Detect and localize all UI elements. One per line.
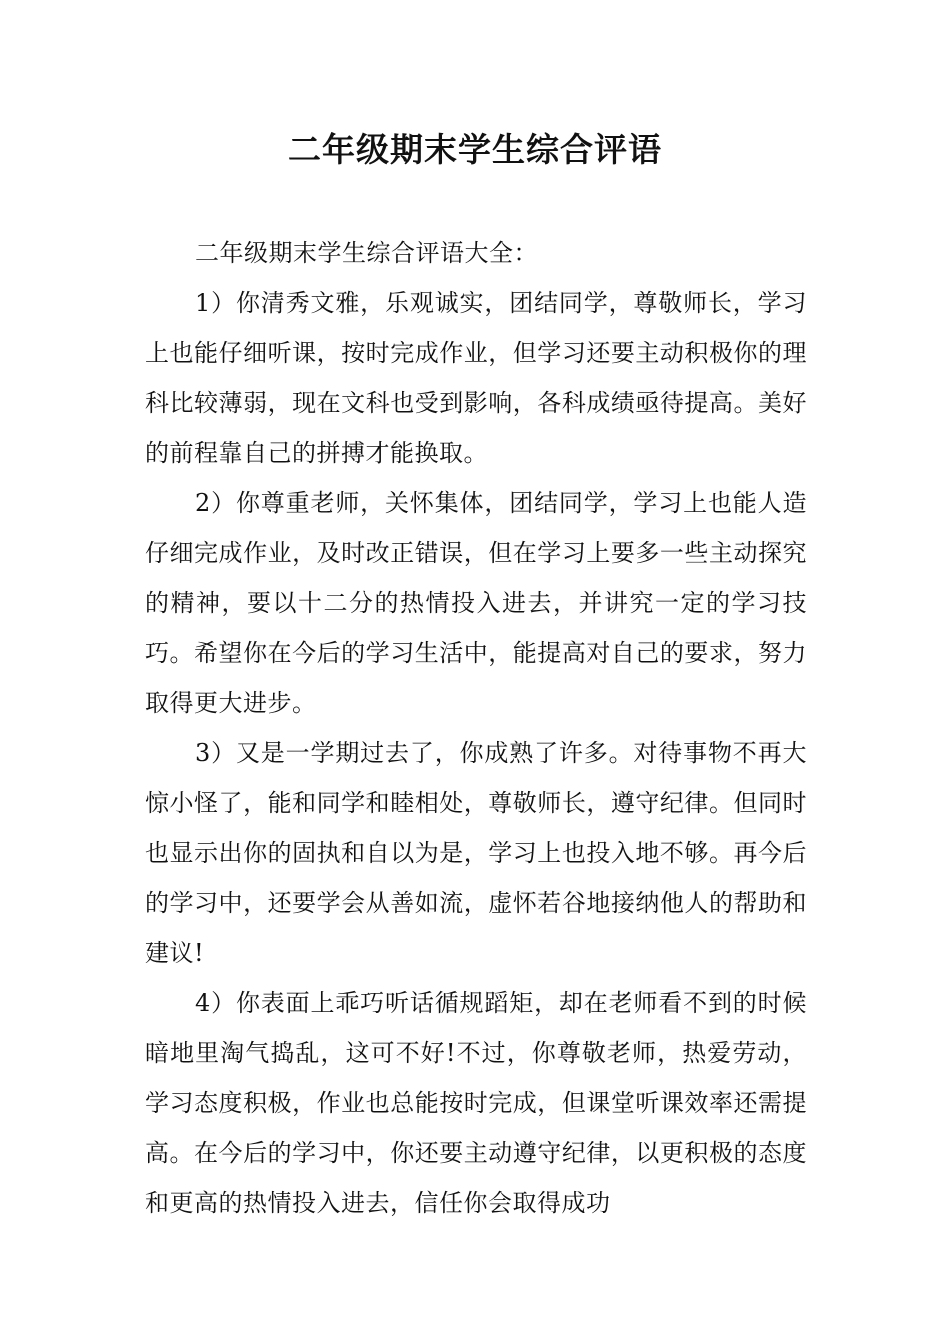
document-title: 二年级期末学生综合评语 <box>288 130 662 169</box>
comment-paragraph-4: 4）你表面上乖巧听话循规蹈矩，却在老师看不到的时候暗地里淘气捣乱，这可不好!不过，你尊敬老师，热爱劳动，学习态度积极，作业也总能按时完成，但课堂听课效率还需提高。在今后的学习中，你还要主动遵守纪律，以更积极的态度和更高的热情投入进去，信任你会取得成功 <box>145 989 807 1217</box>
document-body <box>145 228 807 1228</box>
comment-paragraph-2: 2）你尊重老师，关怀集体，团结同学，学习上也能人造仔细完成作业，及时改正错误，但在学习上要多一些主动探究的精神，要以十二分的热情投入进去，并讲究一定的学习技巧。希望你在今后的学习生活中，能提高对自己的要求，努力取得更大进步。 <box>145 489 807 717</box>
comment-paragraph-1: 1）你清秀文雅，乐观诚实，团结同学，尊敬师长，学习上也能仔细听课，按时完成作业，但学习还要主动积极你的理科比较薄弱，现在文科也受到影响，各科成绩亟待提高。美好的前程靠自己的拼搏才能换取。 <box>145 289 807 467</box>
intro-paragraph: 二年级期末学生综合评语大全： <box>195 239 538 267</box>
comment-paragraph-3: 3）又是一学期过去了，你成熟了许多。对待事物不再大惊小怪了，能和同学和睦相处，尊敬师长，遵守纪律。但同时也显示出你的固执和自以为是，学习上也投入地不够。再今后的学习中，还要学会从善如流，虚怀若谷地接纳他人的帮助和建议! <box>145 739 807 967</box>
